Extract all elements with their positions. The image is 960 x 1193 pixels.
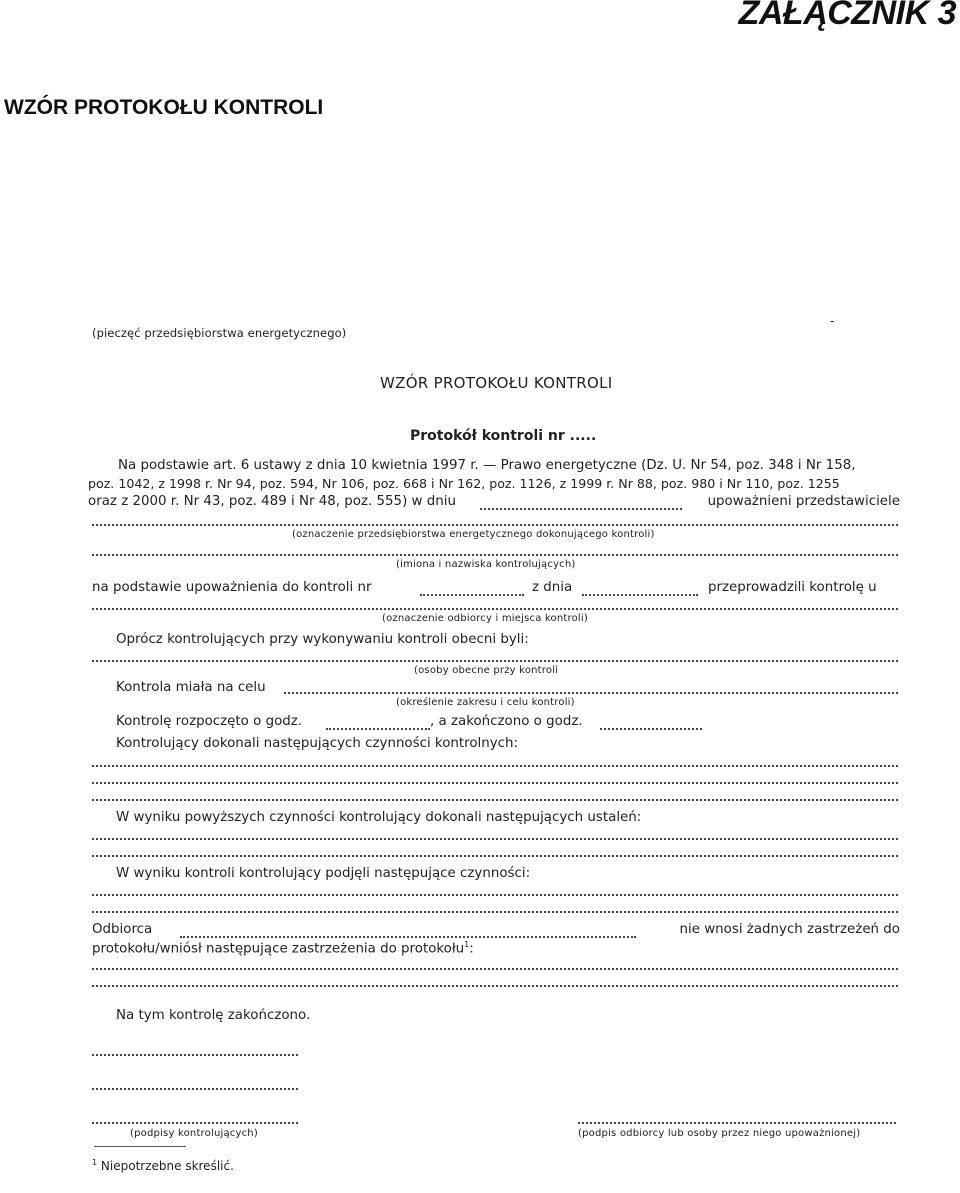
page-heading: WZÓR PROTOKOŁU KONTROLI xyxy=(4,96,324,119)
signature-line-inspector-1 xyxy=(92,1054,298,1056)
caption-present: (osoby obecne przy kontroli xyxy=(414,665,559,676)
blank-line xyxy=(92,855,898,857)
recipient-label: Odbiorca xyxy=(92,922,153,937)
legal-basis-line-4: upoważnieni przedstawiciele xyxy=(707,494,900,509)
blank-line xyxy=(92,968,898,970)
recipient-statement: nie wnosi żadnych zastrzeżeń do xyxy=(679,922,900,937)
caption-recipient-signature: (podpis odbiorcy lub osoby przez niego upoważnionej) xyxy=(578,1128,861,1139)
signature-line-inspector-2 xyxy=(92,1088,298,1090)
caption-inspector-signatures: (podpisy kontrolujących) xyxy=(130,1128,258,1139)
caption-enterprise: (oznaczenie przedsiębiorstwa energetycznego dokonującego kontroli) xyxy=(292,529,655,540)
footnote xyxy=(92,1158,234,1173)
start-time-label: Kontrolę rozpoczęto o godz. xyxy=(116,714,303,729)
blank-line xyxy=(92,608,898,610)
protocol-number: Protokół kontroli nr ..... xyxy=(410,428,597,444)
authorization-date-blank xyxy=(582,594,698,596)
reservations-colon: : xyxy=(469,941,474,957)
blank-line xyxy=(92,660,898,662)
stray-mark: - xyxy=(830,314,835,328)
authorization-date-label: z dnia xyxy=(532,580,573,595)
purpose-label: Kontrola miała na celu xyxy=(116,680,266,695)
signature-line-recipient xyxy=(578,1122,896,1124)
blank-line xyxy=(92,985,898,987)
authorization-number-blank xyxy=(420,594,524,596)
authorization-tail: przeprowadzili kontrolę u xyxy=(708,580,877,595)
stamp-caption: (pieczęć przedsiębiorstwa energetycznego) xyxy=(92,326,347,340)
legal-basis-line-3: oraz z 2000 r. Nr 43, poz. 489 i Nr 48, poz. 555) w dniu xyxy=(88,494,456,509)
blank-line xyxy=(92,554,898,556)
end-time-label: , a zakończono o godz. xyxy=(430,714,583,729)
legal-basis-line-1: Na podstawie art. 6 ustawy z dnia 10 kwietnia 1997 r. — Prawo energetyczne (Dz. U. Nr 54, poz. 348 i Nr 158, xyxy=(118,458,856,473)
signature-line-inspector-3 xyxy=(92,1122,298,1124)
reservations-text: protokołu/wniósł następujące zastrzeżenia do protokołu xyxy=(92,941,465,957)
footnote-ref: 1 xyxy=(464,940,470,949)
blank-line xyxy=(92,799,898,801)
scanned-protocol-form xyxy=(88,314,902,1190)
end-time-blank xyxy=(600,728,702,730)
blank-line xyxy=(92,911,898,913)
date-blank xyxy=(480,508,682,510)
footnote-divider xyxy=(94,1146,186,1147)
reservations-line xyxy=(92,940,474,956)
footnote-number: 1 xyxy=(92,1158,98,1167)
closing-statement: Na tym kontrolę zakończono. xyxy=(116,1008,311,1023)
form-title: WZÓR PROTOKOŁU KONTROLI xyxy=(380,374,613,392)
present-persons-label: Oprócz kontrolujących przy wykonywaniu kontroli obecni byli: xyxy=(116,632,529,647)
caption-names: (imiona i nazwiska kontrolujących) xyxy=(396,559,576,570)
purpose-blank xyxy=(284,692,898,694)
blank-line xyxy=(92,894,898,896)
caption-purpose: (określenie zakresu i celu kontroli) xyxy=(396,697,575,708)
activities-label: Kontrolujący dokonali następujących czynności kontrolnych: xyxy=(116,736,519,751)
findings-label: W wyniku powyższych czynności kontrolujący dokonali następujących ustaleń: xyxy=(116,810,642,825)
recipient-name-blank xyxy=(180,936,636,938)
blank-line xyxy=(92,524,898,526)
appendix-label: ZAŁĄCZNIK 3 xyxy=(738,0,956,32)
blank-line xyxy=(92,765,898,767)
legal-basis-line-2: poz. 1042, z 1998 r. Nr 94, poz. 594, Nr 106, poz. 668 i Nr 162, poz. 1126, z 1999 r. Nr 88, poz. 980 i Nr 110, poz. 1255 xyxy=(88,476,840,491)
blank-line xyxy=(92,838,898,840)
actions-label: W wyniku kontroli kontrolujący podjęli następujące czynności: xyxy=(116,866,531,881)
blank-line xyxy=(92,782,898,784)
start-time-blank xyxy=(326,728,430,730)
caption-recipient: (oznaczenie odbiorcy i miejsca kontroli) xyxy=(382,613,588,624)
footnote-text: Niepotrzebne skreślić. xyxy=(100,1159,234,1173)
authorization-text: na podstawie upoważnienia do kontroli nr xyxy=(92,580,372,595)
